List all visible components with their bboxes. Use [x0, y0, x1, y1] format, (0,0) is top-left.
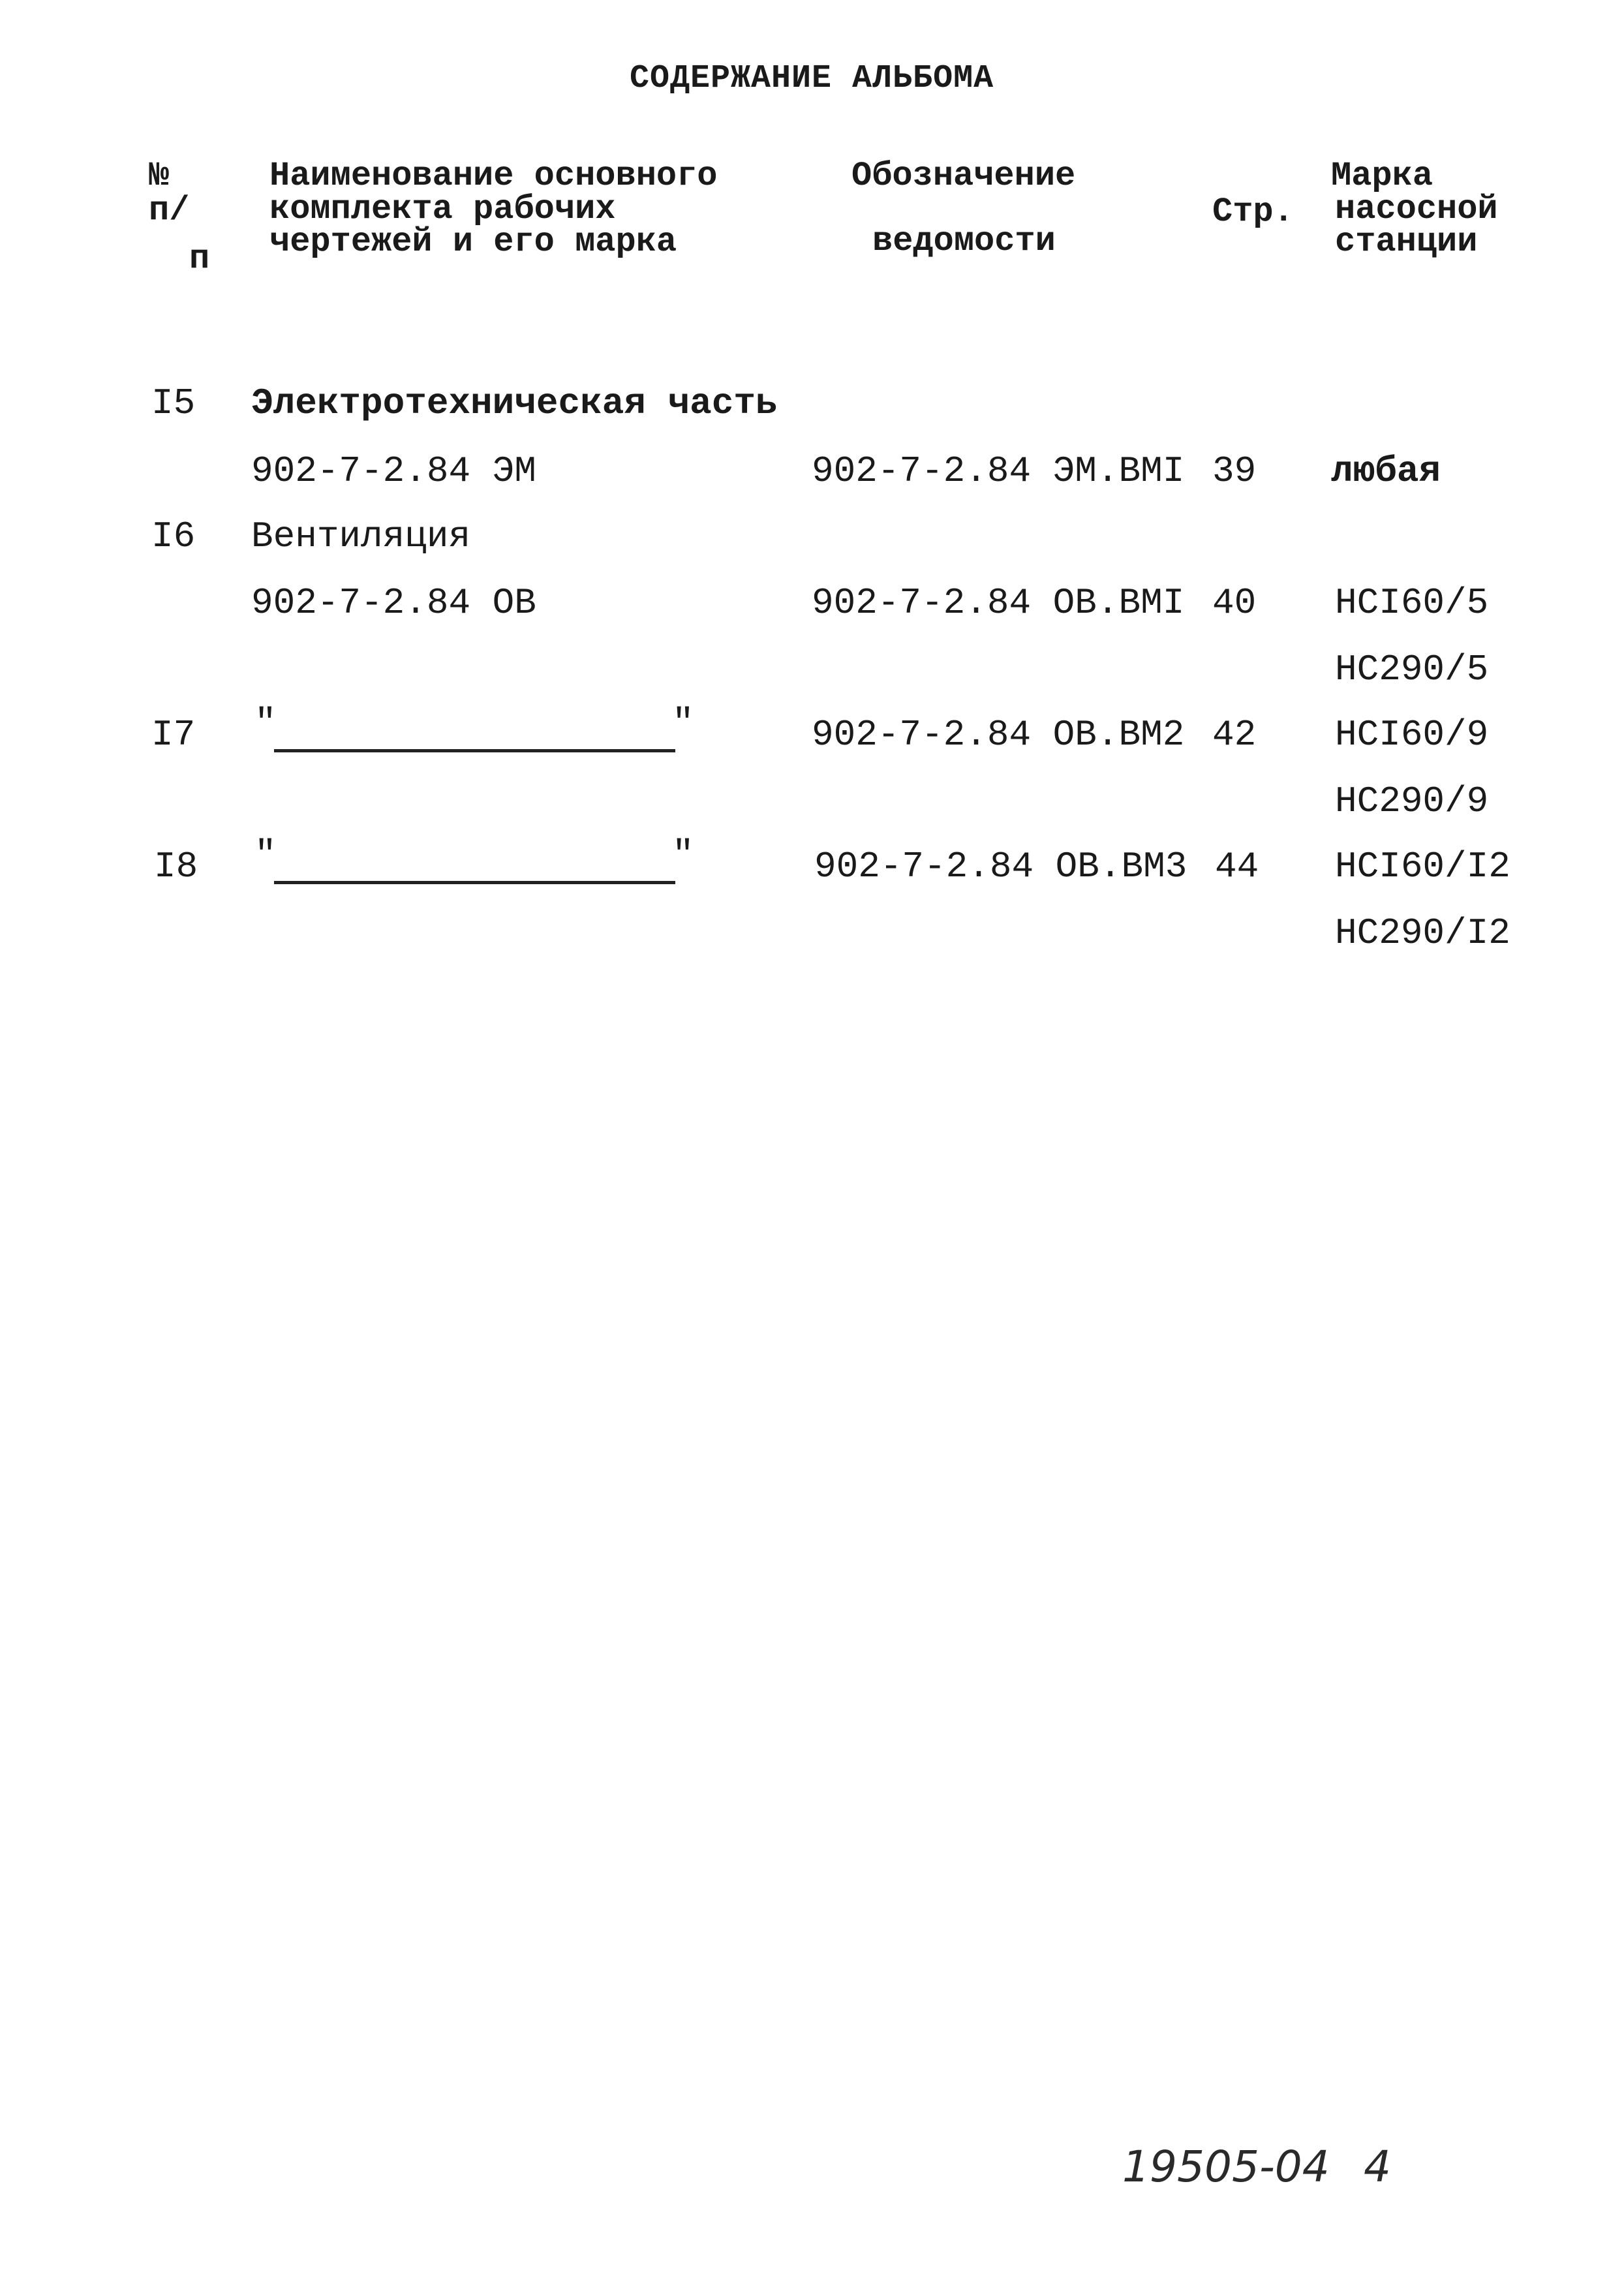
row-number: I6 [151, 516, 196, 557]
row-mark: НС290/9 [1335, 780, 1489, 822]
footer-sheet-number: 4 [1364, 2142, 1391, 2192]
ditto-mark-open: " [254, 702, 277, 744]
row-number: I5 [151, 382, 196, 424]
page-title: СОДЕРЖАНИЕ АЛЬБОМА [630, 60, 994, 97]
ditto-mark-open: " [254, 834, 277, 876]
header-name-line-1: Наименование основного [269, 157, 718, 195]
row-mark: НС290/I2 [1335, 912, 1510, 954]
row-name: Электротехническая часть [251, 382, 778, 424]
header-num-p1: п/ [149, 191, 190, 230]
row-page: 40 [1212, 582, 1257, 624]
row-designation: 902-7-2.84 ЭМ.ВМI [812, 450, 1185, 492]
row-designation: 902-7-2.84 ОВ.ВМ2 [812, 714, 1185, 756]
ditto-mark-close: " [672, 702, 694, 744]
row-page: 42 [1212, 714, 1257, 756]
ditto-mark-close: " [672, 834, 694, 876]
header-mark-line-3: станции [1335, 223, 1478, 261]
row-number: I8 [154, 846, 198, 887]
header-mark-line-2: насосной [1335, 190, 1498, 228]
header-name-line-2: комплекта рабочих [269, 190, 616, 228]
row-mark: НСI60/5 [1335, 582, 1489, 624]
row-designation: 902-7-2.84 ОВ.ВМI [812, 582, 1185, 624]
ditto-line [274, 881, 675, 884]
row-name: Вентиляция [251, 516, 471, 557]
row-name: 902-7-2.84 ОВ [251, 582, 536, 624]
ditto-line [274, 749, 675, 752]
row-mark: НС290/5 [1335, 649, 1489, 690]
row-name: 902-7-2.84 ЭМ [251, 450, 536, 492]
header-page: Стр. [1212, 192, 1294, 231]
header-num-p2: п [189, 239, 210, 278]
header-num-symbol: № [149, 157, 170, 195]
row-page: 39 [1212, 450, 1257, 492]
header-mark-line-1: Марка [1331, 157, 1433, 195]
row-number: I7 [151, 714, 196, 756]
row-mark: НСI60/I2 [1335, 846, 1510, 887]
row-page: 44 [1215, 846, 1259, 887]
footer-doc-number: 19505-04 [1122, 2142, 1330, 2192]
row-designation: 902-7-2.84 ОВ.ВМ3 [814, 846, 1187, 887]
row-mark: любая [1331, 450, 1441, 492]
row-mark: НСI60/9 [1335, 714, 1489, 756]
header-designation-line-1: Обозначение [851, 157, 1076, 195]
header-designation-line-2: ведомости [872, 222, 1056, 260]
header-name-line-3: чертежей и его марка [269, 223, 677, 261]
